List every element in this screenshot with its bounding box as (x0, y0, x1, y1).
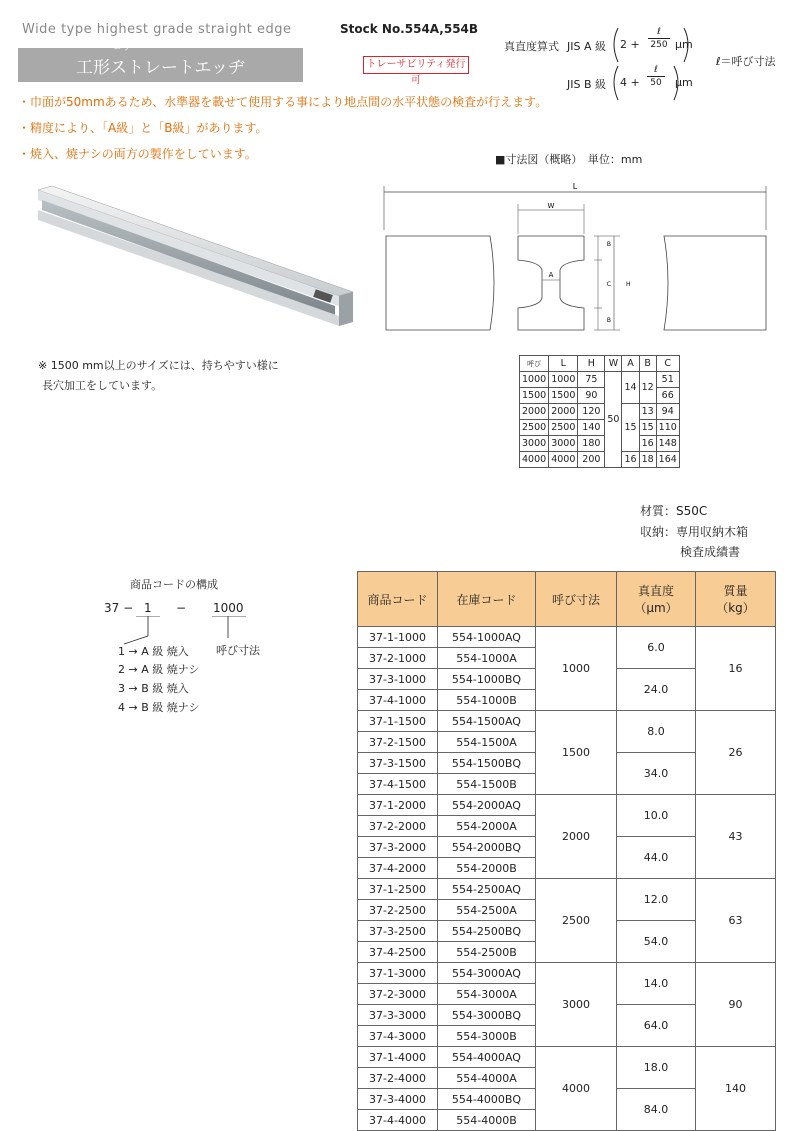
formula-b-den: 50 (650, 78, 662, 88)
dims-w-value: 50 (605, 372, 622, 468)
nominal-size-cell: 4000 (536, 1047, 617, 1131)
product-code-cell: 37-3-4000 (358, 1089, 438, 1110)
dim-label-a: A (548, 271, 554, 279)
stock-code-cell: 554-1000B (438, 690, 536, 711)
stock-code-cell: 554-4000AQ (438, 1047, 536, 1068)
dims-cell: 120 (578, 404, 605, 420)
table-row (358, 795, 776, 816)
dims-cell: 94 (656, 404, 679, 420)
formula-grade-a: JIS A 級 (567, 40, 606, 53)
product-code-cell: 37-2-4000 (358, 1068, 438, 1089)
dims-cell: 200 (578, 452, 605, 468)
dims-cell: 1000 (549, 372, 578, 388)
header-mass: 質量 （kg） (696, 572, 776, 627)
product-code-cell: 37-1-1000 (358, 627, 438, 648)
traceability-badge: トレーサビリティ発行可 (363, 56, 469, 74)
dimension-heading: ■寸法図（概略） 単位：mm (495, 153, 643, 166)
dims-header-b: B (639, 356, 656, 372)
table-row (358, 1047, 776, 1068)
dims-cell: 148 (656, 436, 679, 452)
product-code-cell: 37-3-1000 (358, 669, 438, 690)
feature-2: ・精度により、「A級」と「B級」があります。 (18, 121, 268, 135)
product-code-cell: 37-2-1500 (358, 732, 438, 753)
product-title-bar (18, 43, 303, 82)
formula-grade-b: JIS B 級 (567, 78, 607, 91)
table-row (358, 711, 776, 732)
code-grade-digit: 1 (144, 601, 152, 615)
nominal-size-cell: 1500 (536, 711, 617, 795)
product-code-cell: 37-4-2000 (358, 858, 438, 879)
stock-code-cell: 554-1500BQ (438, 753, 536, 774)
formula-a-unit: μm (675, 38, 693, 51)
table-row (358, 627, 776, 648)
dims-cell: 4000 (549, 452, 578, 468)
dims-cell: 2000 (520, 404, 549, 420)
photo-note-line2: 長穴加工をしています。 (42, 379, 163, 392)
feature-3: ・焼入、焼ナシの両方の製作をしています。 (18, 147, 257, 161)
product-code-cell: 37-3-2500 (358, 921, 438, 942)
code-size: 1000 (213, 601, 244, 615)
code-item-2: 2 → A 級 焼ナシ (118, 663, 200, 676)
dim-label-c: C (606, 281, 611, 288)
formula-b-const: 4 + (620, 76, 640, 89)
dims-b-value: 12 (639, 372, 656, 404)
dims-cell: 4000 (520, 452, 549, 468)
dims-header-a: A (622, 356, 639, 372)
stock-code-cell: 554-3000AQ (438, 963, 536, 984)
header-stock-code: 在庫コード (438, 572, 536, 627)
header-product-code: 商品コード (358, 572, 438, 627)
dims-cell: 1500 (549, 388, 578, 404)
english-title: Wide type highest grade straight edge (22, 22, 292, 37)
certificate-text: 検査成績書 (680, 545, 741, 559)
code-dash: − (176, 601, 187, 615)
photo-note-line1: ※ 1500 mm以上のサイズには、持ちやすい様に (38, 359, 279, 372)
stock-code-cell: 554-2500B (438, 942, 536, 963)
dimension-table (519, 355, 680, 468)
dims-cell: 1000 (520, 372, 549, 388)
stock-code-cell: 554-1500B (438, 774, 536, 795)
formula-a-fraction (648, 27, 670, 50)
stock-code-cell: 554-3000B (438, 1026, 536, 1047)
product-code-cell: 37-4-1500 (358, 774, 438, 795)
dims-cell: 90 (578, 388, 605, 404)
product-code-cell: 37-2-1000 (358, 648, 438, 669)
dims-b-value: 16 (639, 436, 656, 452)
code-item-4: 4 → B 級 焼ナシ (118, 701, 200, 714)
product-code-cell: 37-2-2500 (358, 900, 438, 921)
code-legend-title: 商品コードの構成 (130, 578, 218, 591)
product-code-cell: 37-4-2500 (358, 942, 438, 963)
dims-cell: 2500 (549, 420, 578, 436)
mass-cell: 43 (696, 795, 776, 879)
product-code-cell: 37-1-2500 (358, 879, 438, 900)
product-code-cell: 37-3-1500 (358, 753, 438, 774)
straightness-cell: 14.0 (617, 963, 696, 1005)
dims-cell: 2500 (520, 420, 549, 436)
stock-code-cell: 554-3000A (438, 984, 536, 1005)
dimension-diagram (380, 180, 780, 340)
formula-b-num: ℓ (654, 65, 658, 75)
dims-b-value: 15 (639, 420, 656, 436)
material-text: 材質：S50C (640, 504, 708, 518)
straightness-cell: 34.0 (617, 753, 696, 795)
code-prefix: 37 − (104, 601, 134, 615)
product-title: 工形ストレートエッヂ (76, 57, 245, 78)
product-code-cell: 37-3-3000 (358, 1005, 438, 1026)
dims-a-value: 14 (622, 372, 639, 404)
straightness-cell: 18.0 (617, 1047, 696, 1089)
dims-cell: 3000 (549, 436, 578, 452)
header-nominal-size: 呼び寸法 (536, 572, 617, 627)
formula-a-num: ℓ (657, 27, 661, 37)
product-code-cell: 37-3-2000 (358, 837, 438, 858)
code-size-label: 呼び寸法 (216, 644, 260, 657)
nominal-size-cell: 2000 (536, 795, 617, 879)
storage-text: 収納：専用収納木箱 (640, 525, 749, 539)
nominal-size-cell: 1000 (536, 627, 617, 711)
stock-code-cell: 554-4000A (438, 1068, 536, 1089)
product-code-cell: 37-4-4000 (358, 1110, 438, 1131)
product-table (357, 571, 776, 1131)
code-item-1: 1 → A 級 焼入 (118, 645, 189, 658)
stock-code-cell: 554-2500A (438, 900, 536, 921)
header-straightness: 真直度 （μm） (617, 572, 696, 627)
table-row (358, 963, 776, 984)
nominal-size-cell: 2500 (536, 879, 617, 963)
formula-a-const: 2 + (620, 38, 640, 51)
product-code-cell: 37-1-3000 (358, 963, 438, 984)
stock-code-cell: 554-4000BQ (438, 1089, 536, 1110)
straightness-cell: 54.0 (617, 921, 696, 963)
product-code-cell: 37-1-1500 (358, 711, 438, 732)
dims-header-l: L (549, 356, 578, 372)
stock-code-cell: 554-1500A (438, 732, 536, 753)
nominal-size-cell: 3000 (536, 963, 617, 1047)
stock-number: Stock No.554A,554B (340, 22, 479, 36)
dims-cell: 51 (656, 372, 679, 388)
stock-code-cell: 554-1000A (438, 648, 536, 669)
straightness-cell: 10.0 (617, 795, 696, 837)
dims-cell: 110 (656, 420, 679, 436)
straightness-cell: 84.0 (617, 1089, 696, 1131)
dims-cell: 3000 (520, 436, 549, 452)
dims-b-value: 13 (639, 404, 656, 420)
feature-1: ・巾面が50mmあるため、水準器を載せて使用する事により地点間の水平状態の検査が行えます。 (18, 95, 548, 109)
table-row (358, 879, 776, 900)
dims-cell: 180 (578, 436, 605, 452)
formula-b-unit: μm (675, 76, 693, 89)
code-item-3: 3 → B 級 焼入 (118, 682, 189, 695)
dims-header-h: H (578, 356, 605, 372)
dims-header-c: C (656, 356, 679, 372)
dims-cell: 164 (656, 452, 679, 468)
mass-cell: 26 (696, 711, 776, 795)
stock-code-cell: 554-1000AQ (438, 627, 536, 648)
stock-code-cell: 554-2000B (438, 858, 536, 879)
mass-cell: 63 (696, 879, 776, 963)
dims-cell: 66 (656, 388, 679, 404)
straightness-cell: 12.0 (617, 879, 696, 921)
stock-code-cell: 554-1500AQ (438, 711, 536, 732)
product-code-cell: 37-4-3000 (358, 1026, 438, 1047)
dims-cell: 75 (578, 372, 605, 388)
mass-cell: 16 (696, 627, 776, 711)
dims-cell: 140 (578, 420, 605, 436)
dim-label-h: H (626, 281, 631, 288)
stock-code-cell: 554-2500BQ (438, 921, 536, 942)
dims-cell: 1500 (520, 388, 549, 404)
dims-a-value: 15 (622, 404, 639, 452)
stock-code-cell: 554-2500AQ (438, 879, 536, 900)
product-code-cell: 37-4-1000 (358, 690, 438, 711)
straightness-cell: 44.0 (617, 837, 696, 879)
product-photo (28, 184, 358, 334)
mass-cell: 140 (696, 1047, 776, 1131)
straightness-cell: 6.0 (617, 627, 696, 669)
mass-cell: 90 (696, 963, 776, 1047)
dim-label-b-top: B (606, 241, 611, 248)
dims-a-value: 16 (622, 452, 639, 468)
stock-code-cell: 554-1000BQ (438, 669, 536, 690)
product-code-cell: 37-1-2000 (358, 795, 438, 816)
dims-header-w: W (605, 356, 622, 372)
title-furigana: コウ (113, 43, 132, 53)
stock-code-cell: 554-2000AQ (438, 795, 536, 816)
product-code-cell: 37-2-2000 (358, 816, 438, 837)
dim-label-b-bottom: B (606, 317, 611, 324)
dims-header-size: 呼び (520, 356, 549, 372)
formula-a-den: 250 (650, 40, 668, 50)
dims-b-value: 18 (639, 452, 656, 468)
stock-code-cell: 554-2000A (438, 816, 536, 837)
dim-label-l: L (572, 182, 578, 191)
product-code-cell: 37-1-4000 (358, 1047, 438, 1068)
dims-cell: 2000 (549, 404, 578, 420)
stock-code-cell: 554-3000BQ (438, 1005, 536, 1026)
ell-note: ℓ＝呼び寸法 (716, 55, 776, 68)
straightness-cell: 24.0 (617, 669, 696, 711)
dim-label-w: W (547, 202, 555, 210)
stock-code-cell: 554-4000B (438, 1110, 536, 1131)
product-code-cell: 37-2-3000 (358, 984, 438, 1005)
stock-code-cell: 554-2000BQ (438, 837, 536, 858)
straightness-cell: 64.0 (617, 1005, 696, 1047)
formula-label: 真直度算式 (504, 40, 559, 53)
straightness-cell: 8.0 (617, 711, 696, 753)
formula-b-fraction (647, 65, 665, 88)
